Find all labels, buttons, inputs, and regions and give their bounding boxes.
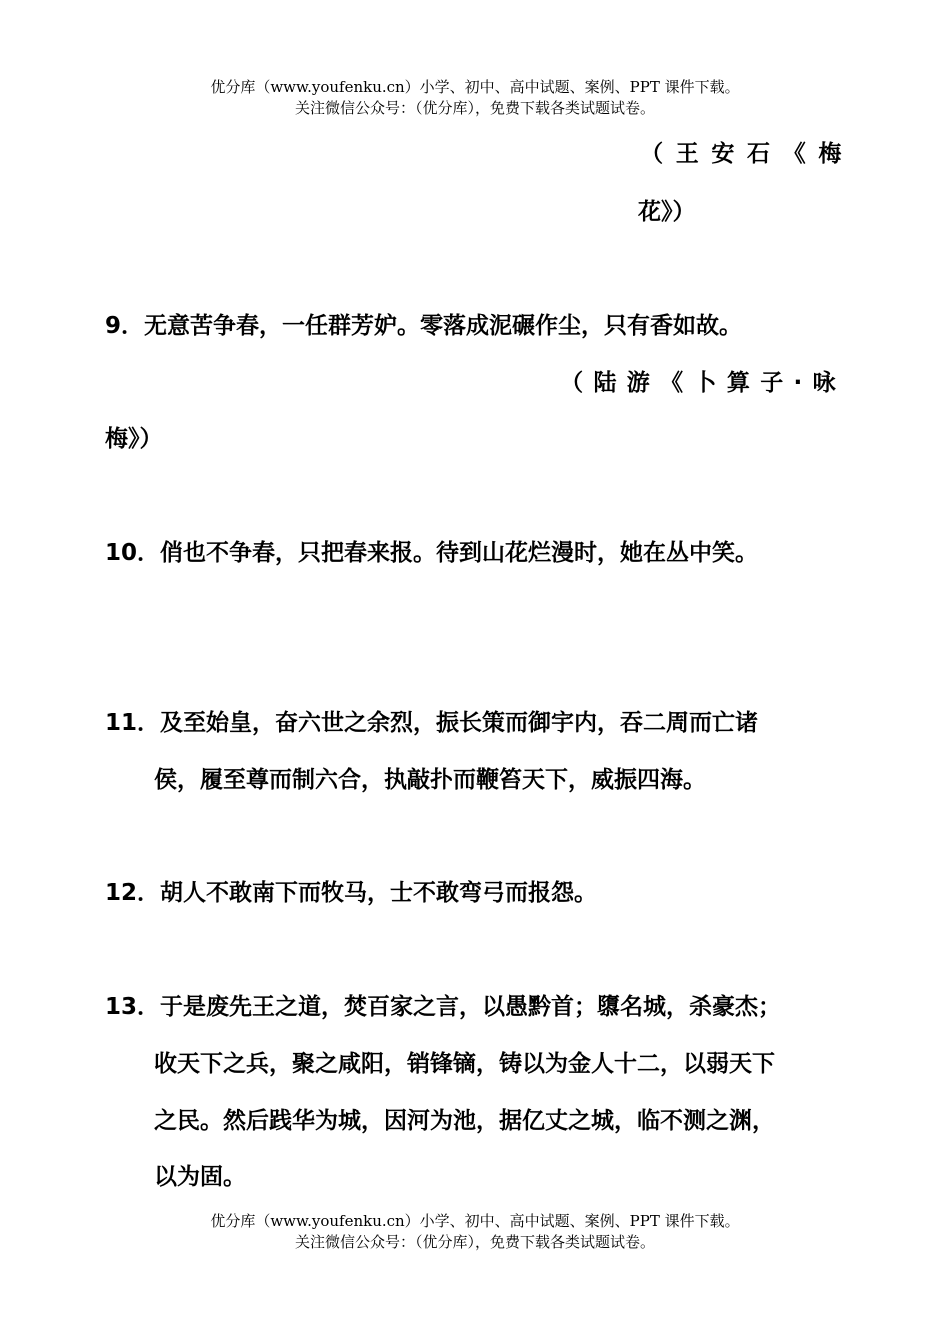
- item-text: 及至始皇，奋六世之余烈，振长策而御宇内，吞二周而亡诸: [160, 710, 759, 736]
- prev-source-line-1: （王安石《梅: [640, 141, 854, 167]
- item-13-line-1: [105, 992, 781, 1022]
- header-line-2: 关注微信公众号：（优分库），免费下载各类试题试卷。: [294, 99, 655, 117]
- item-number: 12．: [105, 880, 161, 906]
- item-9-source-line-1: （陆游《卜算子·咏: [560, 370, 846, 396]
- item-9: [105, 311, 742, 341]
- item-number: 11．: [105, 710, 161, 736]
- item-text: 俏也不争春，只把春来报。待到山花烂漫时，她在丛中笑。: [160, 540, 759, 566]
- item-11-line-2: 侯，履至尊而制六合，执敲扑而鞭笞天下，威振四海。: [154, 767, 706, 793]
- item-number: 13．: [105, 994, 161, 1020]
- page-footer: [0, 1211, 950, 1253]
- item-11-line-1: [105, 708, 758, 738]
- item-12: [105, 878, 597, 908]
- item-13-line-4: 以为固。: [154, 1164, 246, 1190]
- prev-source-line-2: 花》）: [638, 199, 696, 225]
- footer-line-2: 关注微信公众号：（优分库），免费下载各类试题试卷。: [294, 1233, 655, 1251]
- item-13-line-3: 之民。然后践华为城，因河为池，据亿丈之城，临不测之渊，: [154, 1108, 775, 1134]
- header-line-1: 优分库（www.youfenku.cn）小学、初中、高中试题、案例、PPT 课件下载。: [210, 78, 740, 96]
- page-header: [0, 77, 950, 119]
- footer-line-1: 优分库（www.youfenku.cn）小学、初中、高中试题、案例、PPT 课件下载。: [210, 1212, 740, 1230]
- item-number: 9．: [105, 313, 145, 339]
- item-13-line-2: 收天下之兵，聚之咸阳，销锋镝，铸以为金人十二，以弱天下: [154, 1051, 775, 1077]
- item-9-source-line-2: 梅》）: [105, 426, 163, 452]
- item-text: 胡人不敢南下而牧马，士不敢弯弓而报怨。: [160, 880, 598, 906]
- item-number: 10．: [105, 540, 161, 566]
- item-10: [105, 538, 758, 568]
- item-text: 无意苦争春，一任群芳妒。零落成泥碾作尘，只有香如故。: [144, 313, 743, 339]
- item-text: 于是废先王之道，焚百家之言，以愚黔首；隳名城，杀豪杰；: [160, 994, 782, 1020]
